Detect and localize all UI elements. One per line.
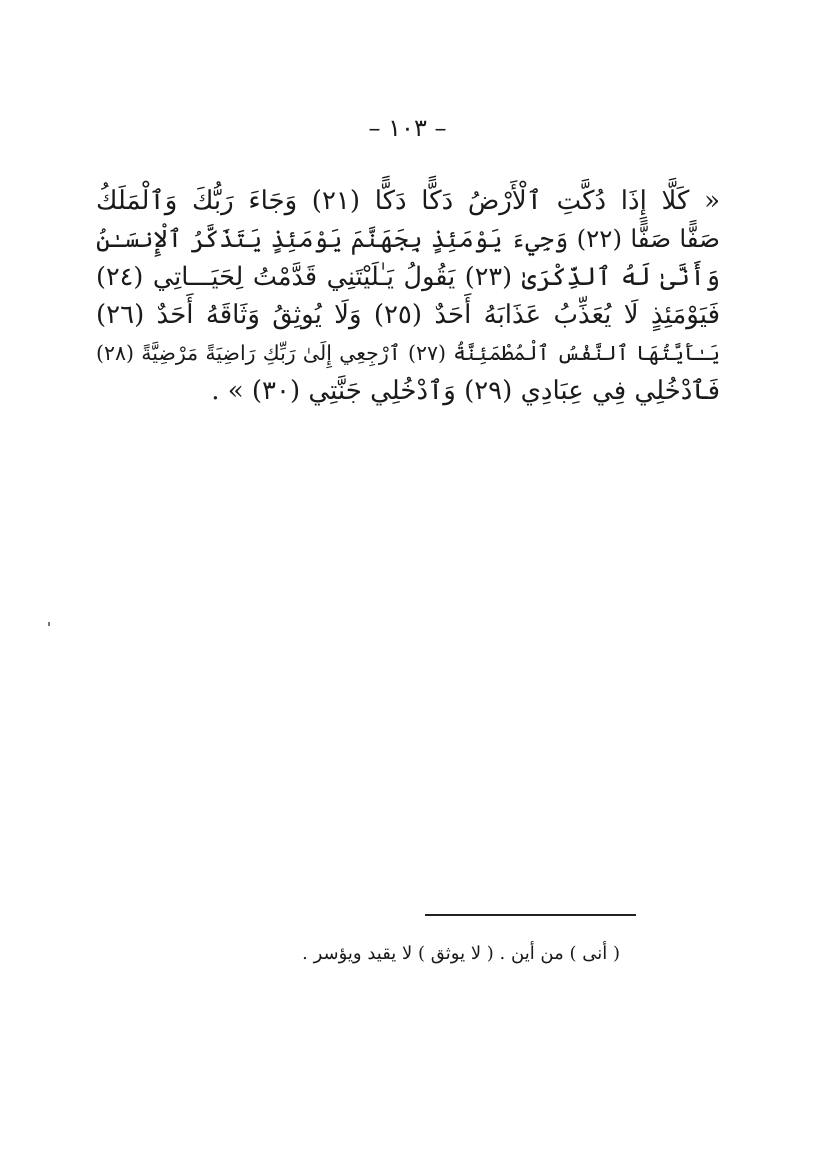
verse-line: فَيَوْمَئِذٍ لَا يُعَذِّبُ عَذَابَهُ أَحَدٌ (٢٥) وَلَا يُوثِقُ وَثَاقَهُ أَحَدٌ (٢٦)	[96, 300, 720, 330]
verse-line: وَأَنَّىٰ لَهُ ٱلذِّكْرَىٰ (٢٣) يَقُولُ يَـٰلَيْتَنِي قَدَّمْتُ لِحَيَـــاتِي (٢٤)	[96, 262, 721, 292]
verse-block	[96, 182, 720, 410]
page-number: – ١٠٣ –	[368, 114, 447, 142]
footnote-divider	[425, 914, 636, 916]
scan-speck	[48, 622, 50, 626]
verse-line: صَفًّا صَفًّا (٢٢) وَجِيءَ يَوْمَئِذٍ بِجَهَنَّمَ يَوْمَئِذٍ يَتَذَكَّرُ ٱلْإِنسَـٰنُ	[96, 224, 720, 253]
footnote: ( أنى ) من أين . ( لا يوثق ) لا يقيد ويؤسر .	[302, 943, 620, 964]
verse-line: « كَلَّا إِذَا دُكَّتِ ٱلْأَرْضُ دَكًّا دَكًّا (٢١) وَجَاءَ رَبُّكَ وَٱلْمَلَكُ	[96, 186, 720, 216]
verse-line: فَٱدْخُلِي فِي عِبَادِي (٢٩) وَٱدْخُلِي جَنَّتِي (٣٠) » .	[211, 376, 720, 406]
verse-line: يَـٰأَيَّتُهَا ٱلنَّفْسُ ٱلْمُطْمَئِنَّةُ (٢٧) ٱرْجِعِي إِلَىٰ رَبِّكِ رَاضِيَةً مَرْضِيَّةً (٢٨)	[96, 341, 720, 365]
